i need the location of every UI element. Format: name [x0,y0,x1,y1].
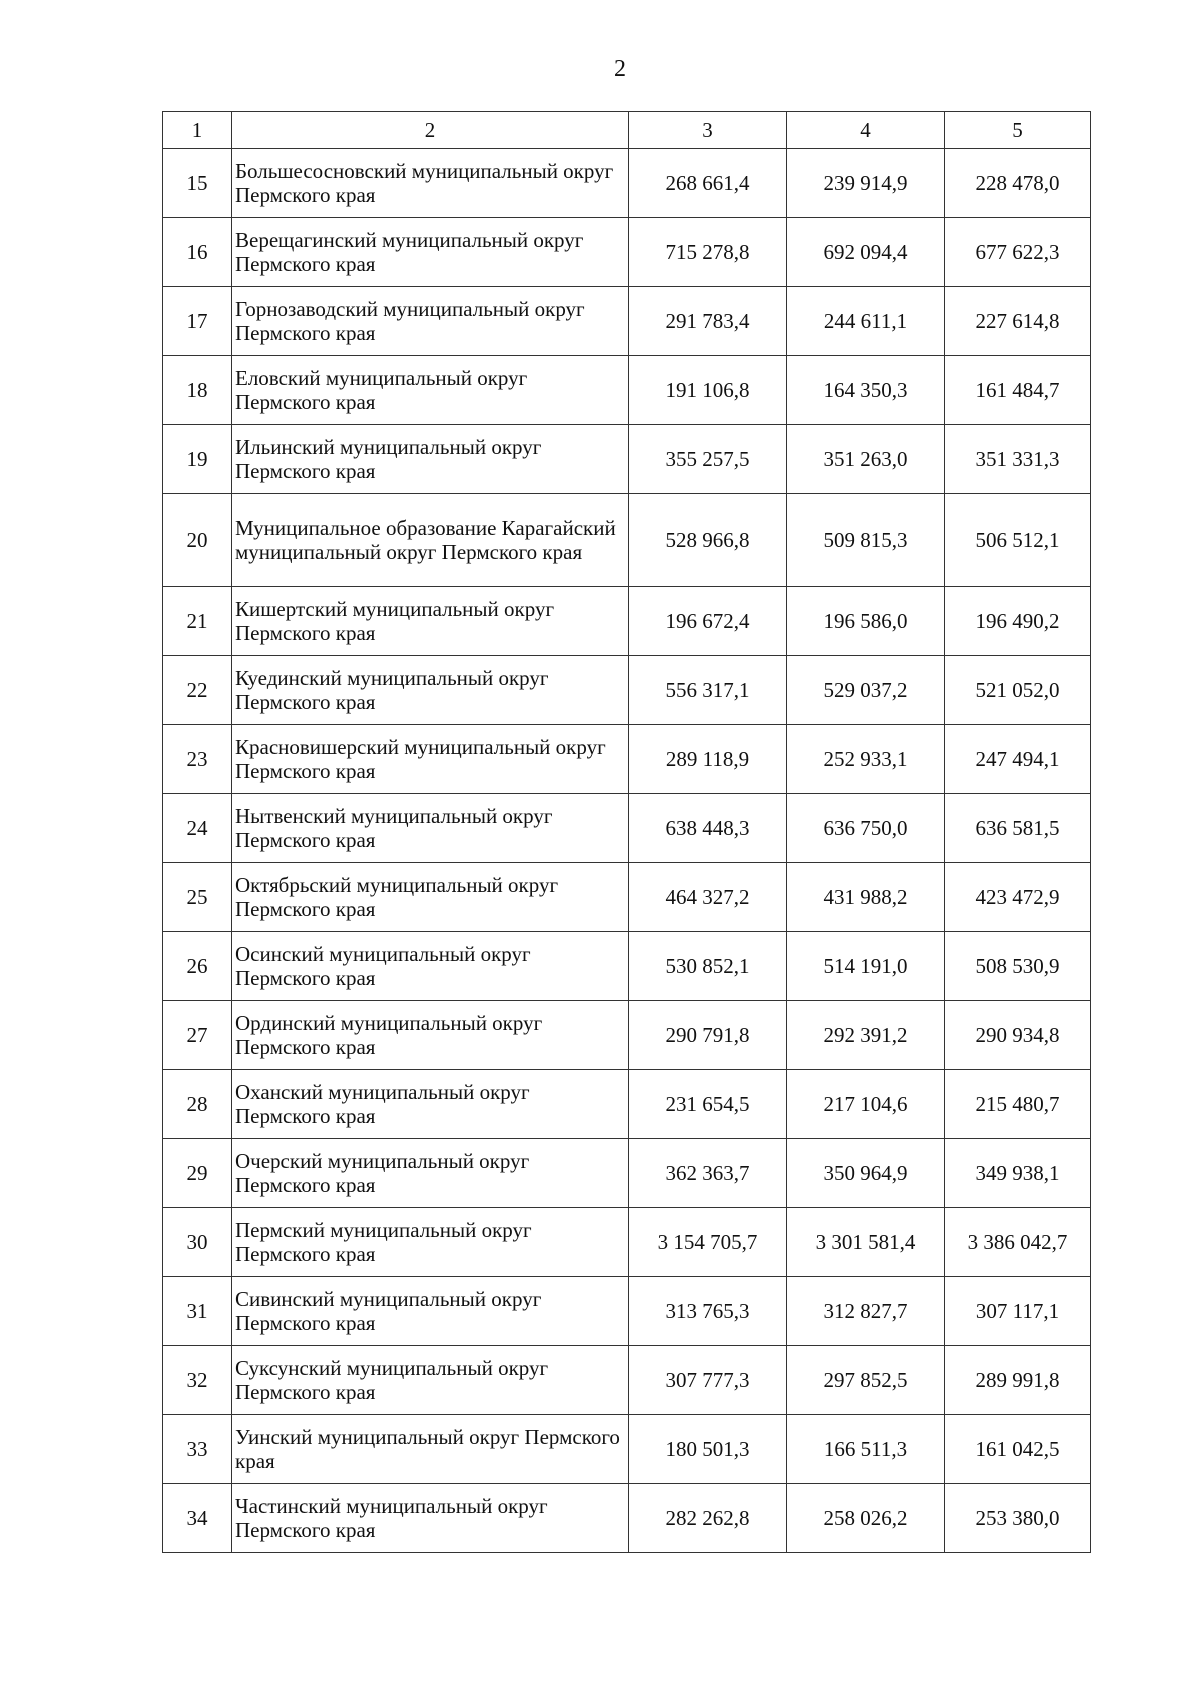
value-col3-cell: 355 257,5 [629,425,787,494]
value-col5-cell: 521 052,0 [945,656,1091,725]
row-number-cell: 26 [163,932,232,1001]
value-col3-cell: 307 777,3 [629,1346,787,1415]
table-row [163,863,1091,932]
value-col3-cell: 464 327,2 [629,863,787,932]
value-col3-cell: 180 501,3 [629,1415,787,1484]
row-number-cell: 21 [163,587,232,656]
value-col5-cell: 349 938,1 [945,1139,1091,1208]
municipality-name-cell: Очерский муниципальный округ Пермского края [232,1139,629,1208]
value-col4-cell: 350 964,9 [787,1139,945,1208]
table-body [163,149,1091,1553]
value-col4-cell: 692 094,4 [787,218,945,287]
value-col4-cell: 244 611,1 [787,287,945,356]
value-col3-cell: 290 791,8 [629,1001,787,1070]
value-col3-cell: 3 154 705,7 [629,1208,787,1277]
value-col3-cell: 289 118,9 [629,725,787,794]
table-row [163,1484,1091,1553]
municipality-name-cell: Октябрьский муниципальный округ Пермского края [232,863,629,932]
value-col3-cell: 313 765,3 [629,1277,787,1346]
row-number-cell: 24 [163,794,232,863]
municipality-name-cell: Муниципальное образование Карагайский муниципальный округ Пермского края [232,494,629,587]
value-col4-cell: 258 026,2 [787,1484,945,1553]
column-header-1: 1 [163,112,232,149]
value-col5-cell: 227 614,8 [945,287,1091,356]
value-col4-cell: 514 191,0 [787,932,945,1001]
value-col3-cell: 282 262,8 [629,1484,787,1553]
page-number: 2 [614,56,626,82]
municipality-name-cell: Верещагинский муниципальный округ Пермского края [232,218,629,287]
row-number-cell: 16 [163,218,232,287]
table-row [163,149,1091,218]
row-number-cell: 17 [163,287,232,356]
value-col5-cell: 196 490,2 [945,587,1091,656]
table-row [163,287,1091,356]
row-number-cell: 27 [163,1001,232,1070]
value-col4-cell: 166 511,3 [787,1415,945,1484]
value-col4-cell: 196 586,0 [787,587,945,656]
value-col3-cell: 362 363,7 [629,1139,787,1208]
value-col4-cell: 636 750,0 [787,794,945,863]
table-row [163,656,1091,725]
row-number-cell: 19 [163,425,232,494]
value-col5-cell: 677 622,3 [945,218,1091,287]
value-col3-cell: 191 106,8 [629,356,787,425]
municipality-name-cell: Суксунский муниципальный округ Пермского края [232,1346,629,1415]
row-number-cell: 30 [163,1208,232,1277]
value-col4-cell: 3 301 581,4 [787,1208,945,1277]
table-row [163,932,1091,1001]
value-col5-cell: 636 581,5 [945,794,1091,863]
row-number-cell: 32 [163,1346,232,1415]
value-col4-cell: 312 827,7 [787,1277,945,1346]
value-col3-cell: 556 317,1 [629,656,787,725]
row-number-cell: 25 [163,863,232,932]
value-col5-cell: 307 117,1 [945,1277,1091,1346]
row-number-cell: 15 [163,149,232,218]
value-col4-cell: 529 037,2 [787,656,945,725]
table-row [163,725,1091,794]
table-row [163,494,1091,587]
value-col4-cell: 239 914,9 [787,149,945,218]
column-header-5: 5 [945,112,1091,149]
municipality-name-cell: Куединский муниципальный округ Пермского края [232,656,629,725]
municipality-name-cell: Пермский муниципальный округ Пермского края [232,1208,629,1277]
row-number-cell: 31 [163,1277,232,1346]
table-header-row [163,112,1091,149]
row-number-cell: 23 [163,725,232,794]
table-row [163,1001,1091,1070]
value-col4-cell: 351 263,0 [787,425,945,494]
table-row [163,1346,1091,1415]
value-col5-cell: 247 494,1 [945,725,1091,794]
table-row [163,1415,1091,1484]
value-col5-cell: 228 478,0 [945,149,1091,218]
row-number-cell: 33 [163,1415,232,1484]
value-col5-cell: 423 472,9 [945,863,1091,932]
value-col5-cell: 253 380,0 [945,1484,1091,1553]
municipality-name-cell: Еловский муниципальный округ Пермского края [232,356,629,425]
value-col4-cell: 431 988,2 [787,863,945,932]
municipality-name-cell: Частинский муниципальный округ Пермского края [232,1484,629,1553]
municipality-name-cell: Ильинский муниципальный округ Пермского края [232,425,629,494]
table-row [163,356,1091,425]
column-header-3: 3 [629,112,787,149]
value-col3-cell: 715 278,8 [629,218,787,287]
table-row [163,425,1091,494]
row-number-cell: 28 [163,1070,232,1139]
municipality-name-cell: Оханский муниципальный округ Пермского края [232,1070,629,1139]
municipality-name-cell: Осинский муниципальный округ Пермского края [232,932,629,1001]
value-col5-cell: 351 331,3 [945,425,1091,494]
value-col5-cell: 161 484,7 [945,356,1091,425]
row-number-cell: 29 [163,1139,232,1208]
value-col3-cell: 231 654,5 [629,1070,787,1139]
table-row [163,1070,1091,1139]
municipality-name-cell: Красновишерский муниципальный округ Пермского края [232,725,629,794]
table-row [163,794,1091,863]
value-col5-cell: 506 512,1 [945,494,1091,587]
value-col4-cell: 164 350,3 [787,356,945,425]
value-col4-cell: 252 933,1 [787,725,945,794]
table-row [163,1208,1091,1277]
municipality-name-cell: Горнозаводский муниципальный округ Пермского края [232,287,629,356]
value-col5-cell: 3 386 042,7 [945,1208,1091,1277]
column-header-4: 4 [787,112,945,149]
value-col5-cell: 508 530,9 [945,932,1091,1001]
municipality-name-cell: Кишертский муниципальный округ Пермского края [232,587,629,656]
table-row [163,1139,1091,1208]
budget-table [162,111,1091,1553]
value-col5-cell: 161 042,5 [945,1415,1091,1484]
table-row [163,218,1091,287]
municipality-name-cell: Уинский муниципальный округ Пермского края [232,1415,629,1484]
table-row [163,1277,1091,1346]
value-col4-cell: 509 815,3 [787,494,945,587]
value-col3-cell: 268 661,4 [629,149,787,218]
value-col3-cell: 638 448,3 [629,794,787,863]
municipality-name-cell: Сивинский муниципальный округ Пермского края [232,1277,629,1346]
value-col4-cell: 297 852,5 [787,1346,945,1415]
row-number-cell: 18 [163,356,232,425]
municipality-name-cell: Нытвенский муниципальный округ Пермского края [232,794,629,863]
row-number-cell: 20 [163,494,232,587]
row-number-cell: 34 [163,1484,232,1553]
value-col4-cell: 217 104,6 [787,1070,945,1139]
value-col5-cell: 289 991,8 [945,1346,1091,1415]
value-col3-cell: 196 672,4 [629,587,787,656]
municipality-name-cell: Большесосновский муниципальный округ Пермского края [232,149,629,218]
value-col4-cell: 292 391,2 [787,1001,945,1070]
value-col3-cell: 291 783,4 [629,287,787,356]
value-col3-cell: 530 852,1 [629,932,787,1001]
value-col5-cell: 215 480,7 [945,1070,1091,1139]
table-row [163,587,1091,656]
row-number-cell: 22 [163,656,232,725]
value-col5-cell: 290 934,8 [945,1001,1091,1070]
municipality-name-cell: Ординский муниципальный округ Пермского края [232,1001,629,1070]
column-header-2: 2 [232,112,629,149]
value-col3-cell: 528 966,8 [629,494,787,587]
